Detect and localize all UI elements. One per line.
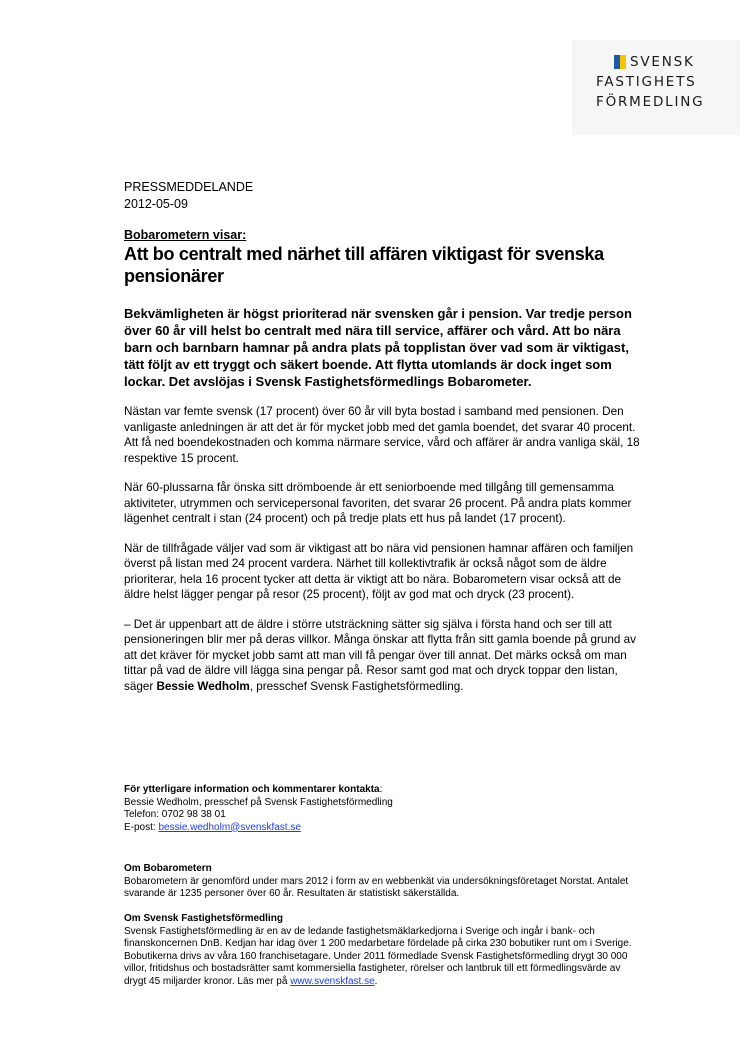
article-title: Att bo centralt med närhet till affären viktigast för svenska pensionärer (124, 244, 604, 286)
logo-line-2: FASTIGHETS (596, 74, 697, 90)
logo-line-1: SVENSK (630, 54, 695, 70)
document-type: PRESSMEDDELANDE (124, 180, 254, 194)
company-logo (572, 52, 740, 112)
logo-line-3: FÖRMEDLING (596, 94, 705, 110)
logo-box (572, 40, 740, 135)
contact-name: Bessie Wedholm, presschef på Svensk Fastighetsförmedling (124, 796, 393, 808)
swedish-flag-icon (614, 55, 626, 69)
paragraph-4: – Det är uppenbart att de äldre i större utsträckning sätter sig själva i första hand och ser till att pensioneringen blir mer på deras villkor. Många önskar att flytta från sitt gamla boende på grund av att det kräver för mycket jobb samt att man vill få pengar över till annat. Det märks också om man tittar på vad de äldre vill lägga sina pengar på. Resor samt god mat och dryck toppar den listan, säger Bessie Wedholm, presschef Svensk Fastighetsförmedling. (124, 617, 636, 693)
press-release-body (124, 179, 644, 694)
release-date: 2012-05-09 (124, 197, 188, 211)
contact-phone: Telefon: 0702 98 38 01 (124, 809, 226, 820)
contact-email-link[interactable]: bessie.wedholm@svenskfast.se (158, 821, 301, 833)
article-subtitle: Bobarometern visar: (124, 228, 247, 242)
about-company (124, 913, 644, 988)
paragraph-1: Nästan var femte svensk (17 procent) över 60 år vill byta bostad i samband med pensionen. Den vanligaste anledningen är att det är för mycket jobb med det gamla boendet, det svarar 40 procent. Att få ned boendekostnaden och komma närmare service, vård och affärer är andra vanliga skäl, 18 respektive 15 procent. (124, 405, 640, 465)
spokesperson-name: Bessie Wedholm (156, 679, 250, 693)
website-link[interactable]: www.svenskfast.se (290, 975, 375, 987)
about-company-text: Svensk Fastighetsförmedling är en av de ledande fastighetsmäklarkedjorna i Sverige och ingår i bank- och finanskoncernen DnB. Kedjan har idag över 1 200 medarbetare fördelade på cirka 230 bobutiker runt om i Sverige. Bobutikerna drivs av våra 160 franchisetagare. Under 2011 förmedlade Svensk Fastighetsförmedling drygt 30 000 villor, fritidshus och bostadsrätter samt kommersiella fastigheter, rörelser och lantbruk till ett förmedlingsvärde av drygt 45 miljarder kronor. Läs mer på www.svenskfast.se. (124, 925, 632, 987)
about-bobarometern (124, 863, 644, 901)
about-company-heading: Om Svensk Fastighetsförmedling (124, 913, 283, 924)
paragraph-3: När de tillfrågade väljer vad som är viktigast att bo nära vid pensionen hamnar affären och familjen överst på listan med 24 procent vardera. Närhet till kollektivtrafik är också något som de äldre prioriterar, hela 16 procent tycker att detta är viktigt att bo nära. Bobarometern visar också att de äldre helst lägger pengar på resor (25 procent), följt av god mat och dryck (23 procent). (124, 541, 634, 601)
about-bobarometern-text: Bobarometern är genomförd under mars 2012 i form av en webbenkät via undersökningsföretaget Norstat. Antalet svarande är 1235 personer över 60 år. Resultaten är statistiskt säkerställda. (124, 875, 629, 899)
lead-paragraph: Bekvämligheten är högst prioriterad när svensken går i pension. Var tredje person över 60 år vill helst bo centralt med nära till service, affärer och vård. Att bo nära barn och barnbarn hamnar på andra plats på topplistan över vad som är viktigast, tätt följt av ett tryggt och säkert boende. Att flytta utomlands är dock inget som lockar. Det avslöjas i Svensk Fastighetsförmedlings Bobarometer. (124, 306, 632, 389)
paragraph-2: När 60-plussarna får önska sitt drömboende är ett seniorboende med tillgång till gemensamma aktiviteter, utrymmen och servicepersonal favoriten, det svarar 26 procent. På andra plats kommer lägenhet centralt i stan (24 procent) och på tredje plats ett hus på landet (17 procent). (124, 481, 632, 525)
contact-section: För ytterligare information och kommentarer kontakta: Bessie Wedholm, presschef på Svensk Fastighetsförmedling Telefon: 0702 98 38 01 E-post: bessie.wedholm@svenskfast.se (124, 784, 644, 834)
contact-heading: För ytterligare information och kommentarer kontakta (124, 784, 380, 795)
about-bobarometern-heading: Om Bobarometern (124, 863, 212, 874)
